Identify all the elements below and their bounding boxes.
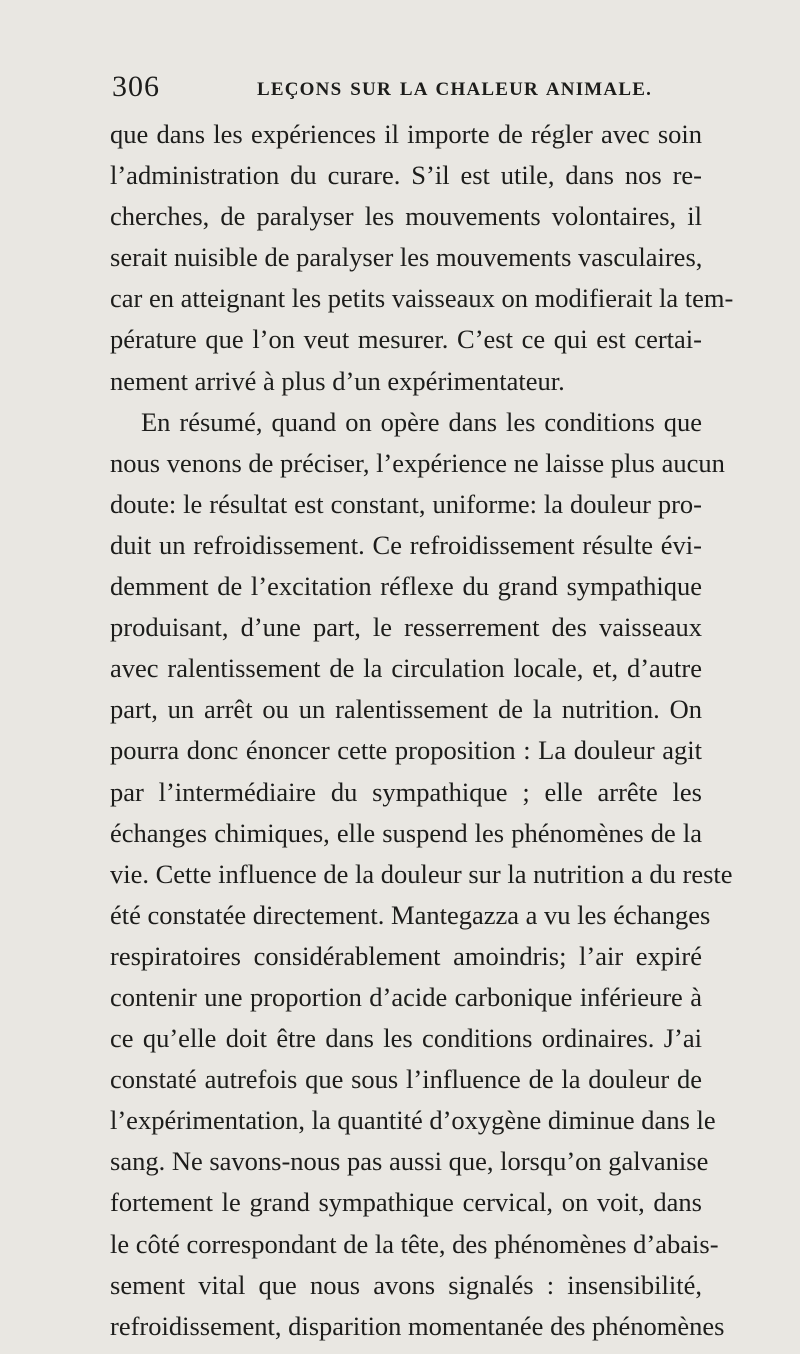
text-line: été constatée directement. Mantegazza a vu les échanges	[110, 899, 711, 930]
text-line: refroidissement, disparition momentanée des phénomènes	[110, 1310, 725, 1341]
text-line: le côté correspondant de la tête, des phénomènes d’abais-	[110, 1228, 719, 1259]
body-text	[110, 114, 734, 1347]
text-line: produisant, d’une part, le resserrement des vaisseaux	[110, 612, 702, 643]
text-line: échanges chimiques, elle suspend les phénomènes de la	[110, 817, 702, 848]
text-line: serait nuisible de paralyser les mouvements vasculaires,	[110, 242, 703, 273]
text-line: contenir une proportion d’acide carbonique inférieure à	[110, 981, 702, 1012]
text-line: nous venons de préciser, l’expérience ne laisse plus aucun	[110, 447, 725, 478]
text-line: nement arrivé à plus d’un expérimentateur.	[110, 365, 565, 396]
text-line: avec ralentissement de la circulation locale, et, d’autre	[110, 653, 702, 684]
text-line: l’expérimentation, la quantité d’oxygène diminue dans le	[110, 1105, 716, 1136]
text-line: vie. Cette influence de la douleur sur la nutrition a du reste	[110, 858, 733, 889]
text-line: que dans les expériences il importe de régler avec soin	[110, 119, 702, 149]
text-line: sang. Ne savons-nous pas aussi que, lorsqu’on galvanise	[110, 1146, 709, 1177]
text-line: part, un arrêt ou un ralentissement de la nutrition. On	[110, 694, 702, 725]
text-line: constaté autrefois que sous l’influence de la douleur de	[110, 1064, 702, 1095]
text-line: duit un refroidissement. Ce refroidissement résulte évi-	[110, 529, 702, 560]
page-number: 306	[112, 70, 160, 103]
text-line: car en atteignant les petits vaisseaux on modifierait la tem-	[110, 283, 734, 314]
text-line: ce qu’elle doit être dans les conditions ordinaires. J’ai	[110, 1023, 702, 1054]
running-title: LEÇONS SUR LA CHALEUR ANIMALE.	[257, 79, 653, 100]
text-line: doute: le résultat est constant, uniforme: la douleur pro-	[110, 488, 702, 519]
text-line: sement vital que nous avons signalés : insensibilité,	[110, 1269, 702, 1300]
text-line: fortement le grand sympathique cervical, on voit, dans	[110, 1187, 702, 1218]
text-line: l’administration du curare. S’il est utile, dans nos re-	[110, 160, 702, 191]
text-line: cherches, de paralyser les mouvements volontaires, il	[110, 201, 702, 232]
running-head	[112, 70, 702, 110]
text-line: par l’intermédiaire du sympathique ; elle arrête les	[110, 776, 702, 807]
text-line: demment de l’excitation réflexe du grand sympathique	[110, 571, 702, 602]
text-line: pourra donc énoncer cette proposition : La douleur agit	[110, 735, 702, 766]
text-line: pérature que l’on veut mesurer. C’est ce qui est certai-	[110, 324, 702, 355]
paragraph-start-line: En résumé, quand on opère dans les conditions que	[141, 406, 702, 437]
text-line: respiratoires considérablement amoindris; l’air expiré	[110, 940, 702, 971]
